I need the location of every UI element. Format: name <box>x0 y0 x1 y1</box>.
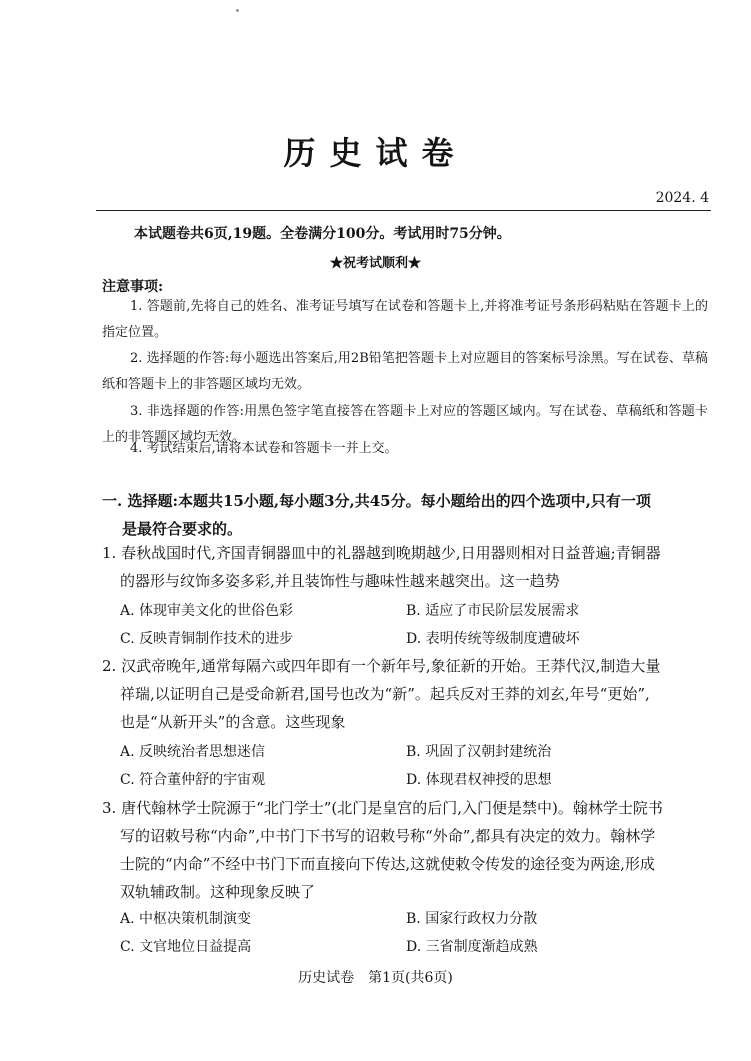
page-footer: 历史试卷 第1页(共6页) <box>298 970 453 986</box>
option-a: A. 体现审美文化的世俗色彩 <box>120 603 294 619</box>
question-line: 士院的“内命”不经中书门下而直接向下传达,这就使敕令传发的途径变为两途,形成 <box>120 855 655 873</box>
question-line: 也是“从新开头”的含意。这些现象 <box>120 713 346 731</box>
option-d: D. 体现君权神授的思想 <box>406 772 552 788</box>
option-b: B. 适应了市民阶层发展需求 <box>406 603 580 619</box>
scan-mark <box>236 9 239 12</box>
notice-item: 4. 考试结束后,请将本试卷和答题卡一并上交。 <box>130 441 398 456</box>
option-b: B. 国家行政权力分散 <box>406 911 538 927</box>
option-a: A. 中枢决策机制演变 <box>120 911 252 927</box>
question-line: 3. 唐代翰林学士院源于“北门学士”(北门是皇宫的后门,入门便是禁中)。翰林学士院书 <box>102 799 663 817</box>
blessing-text: ★祝考试顺利★ <box>329 256 421 271</box>
question-line: 写的诏敕号称“内命”,中书门下书写的诏敕号称“外命”,都具有决定的效力。翰林学 <box>120 827 656 845</box>
question-line: 1. 春秋战国时代,齐国青铜器皿中的礼器越到晚期越少,日用器则相对日益普遍;青铜器 <box>102 544 661 562</box>
section-heading-line: 是最符合要求的。 <box>122 520 243 538</box>
notice-item: 1. 答题前,先将自己的姓名、准考证号填写在试卷和答题卡上,并将准考证号条形码粘贴在答题卡上的指定位置。 <box>102 299 708 340</box>
header-divider <box>96 210 711 211</box>
question-line: 2. 汉武帝晚年,通常每隔六或四年即有一个新年号,象征新的开始。王莽代汉,制造大量 <box>102 657 661 675</box>
option-b: B. 巩固了汉朝封建统治 <box>406 744 552 760</box>
option-d: D. 表明传统等级制度遭破坏 <box>406 631 580 647</box>
question-2 <box>102 652 714 736</box>
notice-heading: 注意事项: <box>102 279 164 295</box>
page-title: 历史试卷 <box>283 134 468 172</box>
section-heading-line: 一. 选择题:本题共15小题,每小题3分,共45分。每小题给出的四个选项中,只有一项 <box>102 492 651 510</box>
option-a: A. 反映统治者思想迷信 <box>120 744 266 760</box>
question-line: 双轨辅政制。这种现象反映了 <box>120 883 316 901</box>
question-3 <box>102 794 714 906</box>
exam-date: 2024. 4 <box>655 190 709 206</box>
option-c: C. 反映青铜制作技术的进步 <box>120 631 294 647</box>
exam-intro: 本试题卷共6页,19题。全卷满分100分。考试用时75分钟。 <box>134 226 511 242</box>
option-c: C. 符合董仲舒的宇宙观 <box>120 772 266 788</box>
option-c: C. 文官地位日益提高 <box>120 939 252 955</box>
notice-item: 3. 非选择题的作答:用黑色签字笔直接答在答题卡上对应的答题区域内。写在试卷、草稿纸和答题卡上的非答题区域均无效。 <box>102 404 708 445</box>
question-1 <box>102 539 714 595</box>
section-heading <box>102 487 714 543</box>
question-line: 的器形与纹饰多姿多彩,并且装饰性与趣味性越来越突出。这一趋势 <box>120 572 560 590</box>
question-line: 祥瑞,以证明自己是受命新君,国号也改为“新”。起兵反对王莽的刘玄,年号“更始”, <box>120 685 650 703</box>
notice-item: 2. 选择题的作答:每小题选出答案后,用2B铅笔把答题卡上对应题目的答案标号涂黑。写在试卷、草稿纸和答题卡上的非答题区域均无效。 <box>102 351 708 392</box>
option-d: D. 三省制度渐趋成熟 <box>406 939 538 955</box>
